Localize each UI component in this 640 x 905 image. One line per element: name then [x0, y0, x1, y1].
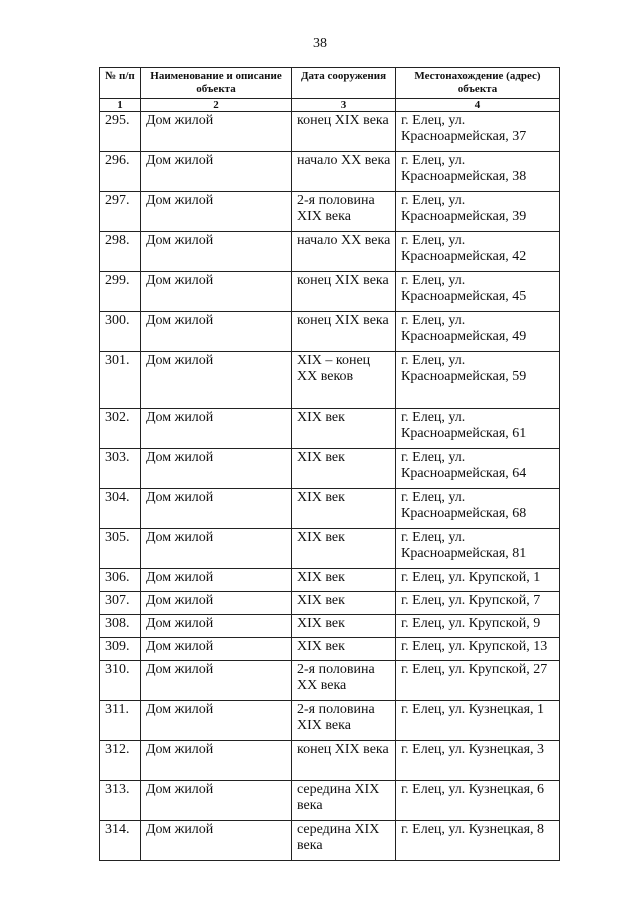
- object-name: Дом жилой: [141, 569, 292, 592]
- row-number: 310.: [100, 661, 141, 701]
- column-number: 3: [292, 99, 396, 112]
- object-name: Дом жилой: [141, 449, 292, 489]
- row-number: 314.: [100, 821, 141, 861]
- heritage-objects-table: [99, 67, 560, 861]
- table-row: [100, 638, 560, 661]
- column-number-row: [100, 99, 560, 112]
- construction-date: XIX век: [292, 615, 396, 638]
- row-number: 299.: [100, 272, 141, 312]
- construction-date: конец XIX века: [292, 112, 396, 152]
- construction-date: 2-я половина XIX века: [292, 701, 396, 741]
- construction-date: конец XIX века: [292, 741, 396, 781]
- construction-date: 2-я половина XX века: [292, 661, 396, 701]
- table-row: [100, 781, 560, 821]
- table-row: [100, 272, 560, 312]
- table-row: [100, 449, 560, 489]
- object-name: Дом жилой: [141, 192, 292, 232]
- table-row: [100, 701, 560, 741]
- construction-date: XIX век: [292, 529, 396, 569]
- object-name: Дом жилой: [141, 821, 292, 861]
- object-name: Дом жилой: [141, 272, 292, 312]
- object-name: Дом жилой: [141, 152, 292, 192]
- row-number: 308.: [100, 615, 141, 638]
- object-address: г. Елец, ул. Кузнецкая, 3: [396, 741, 560, 781]
- header-name: Наименование и описание объекта: [141, 68, 292, 99]
- row-number: 306.: [100, 569, 141, 592]
- construction-date: XIX век: [292, 569, 396, 592]
- object-address: г. Елец, ул. Красноармейская, 49: [396, 312, 560, 352]
- object-address: г. Елец, ул. Красноармейская, 37: [396, 112, 560, 152]
- object-name: Дом жилой: [141, 701, 292, 741]
- table-row: [100, 409, 560, 449]
- row-number: 303.: [100, 449, 141, 489]
- construction-date: конец XIX века: [292, 272, 396, 312]
- header-address: Местонахождение (адрес) объекта: [396, 68, 560, 99]
- object-address: г. Елец, ул. Красноармейская, 59: [396, 352, 560, 409]
- object-name: Дом жилой: [141, 529, 292, 569]
- table-row: [100, 152, 560, 192]
- table-row: [100, 529, 560, 569]
- row-number: 309.: [100, 638, 141, 661]
- object-name: Дом жилой: [141, 232, 292, 272]
- object-address: г. Елец, ул. Красноармейская, 64: [396, 449, 560, 489]
- page-number: 38: [313, 36, 327, 51]
- table-row: [100, 615, 560, 638]
- object-name: Дом жилой: [141, 352, 292, 409]
- construction-date: 2-я половина XIX века: [292, 192, 396, 232]
- header-date: Дата сооружения: [292, 68, 396, 99]
- construction-date: XIX – конец XX веков: [292, 352, 396, 409]
- column-number: 2: [141, 99, 292, 112]
- table-row: [100, 741, 560, 781]
- table-row: [100, 592, 560, 615]
- object-name: Дом жилой: [141, 661, 292, 701]
- object-name: Дом жилой: [141, 592, 292, 615]
- table-row: [100, 661, 560, 701]
- row-number: 305.: [100, 529, 141, 569]
- table-row: [100, 569, 560, 592]
- column-number: 4: [396, 99, 560, 112]
- object-name: Дом жилой: [141, 489, 292, 529]
- table-row: [100, 232, 560, 272]
- object-address: г. Елец, ул. Крупской, 9: [396, 615, 560, 638]
- object-address: г. Елец, ул. Крупской, 27: [396, 661, 560, 701]
- table-row: [100, 352, 560, 409]
- row-number: 301.: [100, 352, 141, 409]
- object-address: г. Елец, ул. Крупской, 1: [396, 569, 560, 592]
- header-number: № п/п: [100, 68, 141, 99]
- object-address: г. Елец, ул. Красноармейская, 38: [396, 152, 560, 192]
- table-header-row: [100, 68, 560, 99]
- row-number: 311.: [100, 701, 141, 741]
- object-name: Дом жилой: [141, 312, 292, 352]
- object-address: г. Елец, ул. Красноармейская, 45: [396, 272, 560, 312]
- table-row: [100, 312, 560, 352]
- object-address: г. Елец, ул. Крупской, 13: [396, 638, 560, 661]
- object-name: Дом жилой: [141, 781, 292, 821]
- object-address: г. Елец, ул. Красноармейская, 39: [396, 192, 560, 232]
- object-name: Дом жилой: [141, 741, 292, 781]
- row-number: 304.: [100, 489, 141, 529]
- row-number: 296.: [100, 152, 141, 192]
- row-number: 298.: [100, 232, 141, 272]
- row-number: 300.: [100, 312, 141, 352]
- construction-date: XIX век: [292, 638, 396, 661]
- object-address: г. Елец, ул. Кузнецкая, 6: [396, 781, 560, 821]
- construction-date: середина XIX века: [292, 821, 396, 861]
- object-address: г. Елец, ул. Красноармейская, 81: [396, 529, 560, 569]
- column-number: 1: [100, 99, 141, 112]
- construction-date: начало XX века: [292, 232, 396, 272]
- object-address: г. Елец, ул. Кузнецкая, 8: [396, 821, 560, 861]
- object-name: Дом жилой: [141, 638, 292, 661]
- construction-date: середина XIX века: [292, 781, 396, 821]
- object-name: Дом жилой: [141, 615, 292, 638]
- construction-date: XIX век: [292, 592, 396, 615]
- object-name: Дом жилой: [141, 409, 292, 449]
- construction-date: XIX век: [292, 409, 396, 449]
- row-number: 295.: [100, 112, 141, 152]
- construction-date: XIX век: [292, 449, 396, 489]
- object-address: г. Елец, ул. Красноармейская, 42: [396, 232, 560, 272]
- row-number: 297.: [100, 192, 141, 232]
- row-number: 312.: [100, 741, 141, 781]
- object-address: г. Елец, ул. Красноармейская, 61: [396, 409, 560, 449]
- construction-date: начало XX века: [292, 152, 396, 192]
- object-name: Дом жилой: [141, 112, 292, 152]
- object-address: г. Елец, ул. Красноармейская, 68: [396, 489, 560, 529]
- construction-date: конец XIX века: [292, 312, 396, 352]
- table-row: [100, 192, 560, 232]
- construction-date: XIX век: [292, 489, 396, 529]
- row-number: 313.: [100, 781, 141, 821]
- row-number: 302.: [100, 409, 141, 449]
- object-address: г. Елец, ул. Кузнецкая, 1: [396, 701, 560, 741]
- table-row: [100, 821, 560, 861]
- table-row: [100, 489, 560, 529]
- object-address: г. Елец, ул. Крупской, 7: [396, 592, 560, 615]
- table-row: [100, 112, 560, 152]
- row-number: 307.: [100, 592, 141, 615]
